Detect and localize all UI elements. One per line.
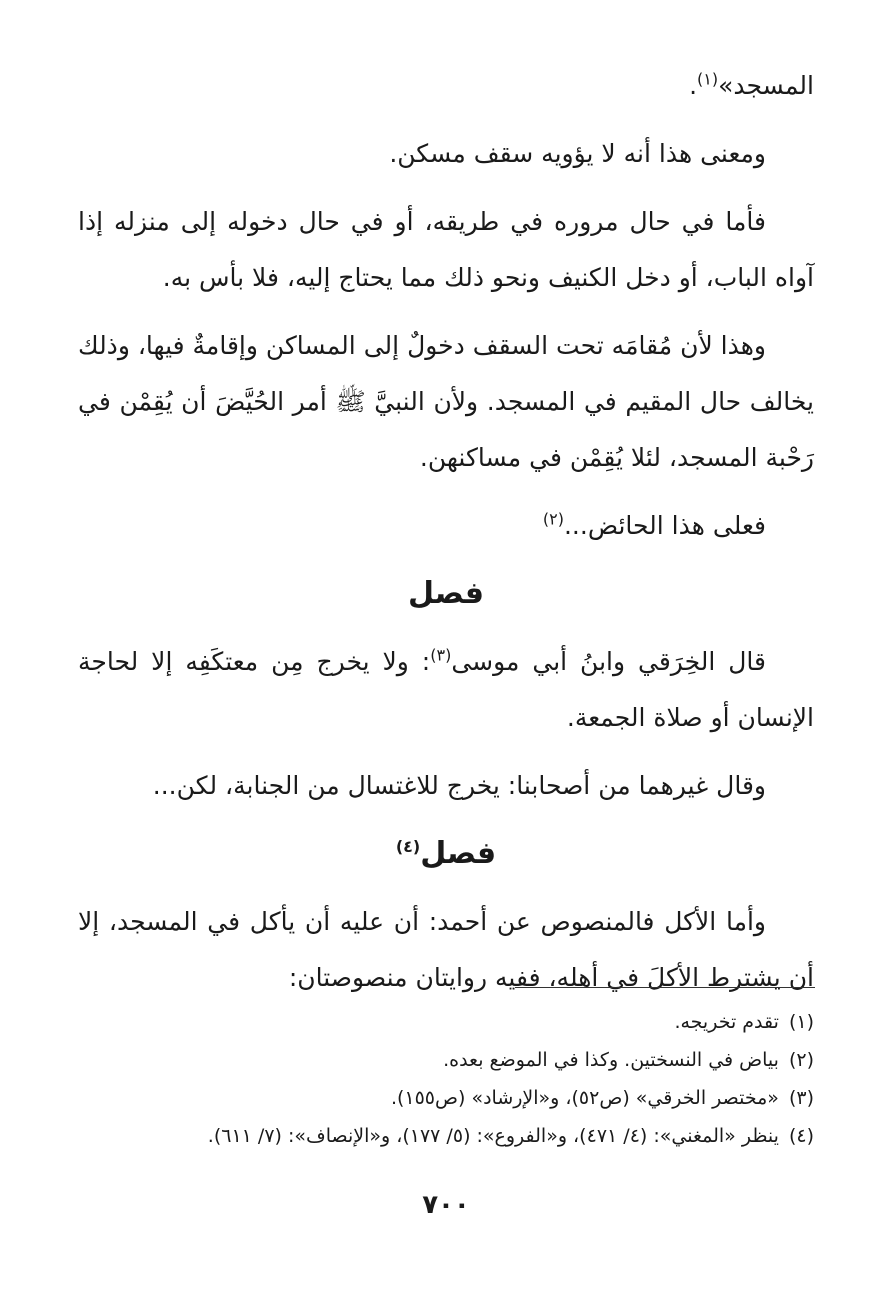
footnote-4 xyxy=(78,1117,814,1155)
paragraph-2: ومعنى هذا أنه لا يؤويه سقف مسكن. xyxy=(389,139,766,168)
paragraph-6-a: قال الخِرَقي وابنُ أبي موسى xyxy=(451,647,766,676)
paragraph-1 xyxy=(78,58,814,114)
footnote-ref-2: (٢) xyxy=(542,509,564,529)
paragraph-3: فأما في حال مروره في طريقه، أو في حال دخوله إلى منزله إذا آواه الباب، أو دخل الكنيف ونحو ذلك مما يحتاج إليه، فلا بأس به. xyxy=(78,207,814,292)
footnote-text: ينظر «المغني»: (٤/ ٤٧١)، و«الفروع»: (٥/ ١٧٧)، و«الإنصاف»: (٧/ ٦١١). xyxy=(207,1125,779,1147)
footnote-text: تقدم تخريجه. xyxy=(674,1011,779,1033)
paragraph-6-b: : ولا يخرج مِن معتكَفِه إلا لحاجة الإنسان أو صلاة الجمعة. xyxy=(78,647,814,732)
section-heading-2-text: فصل xyxy=(420,836,497,871)
footnote-number: (١) xyxy=(788,1011,814,1033)
paragraph-5-text: فعلى هذا الحائض... xyxy=(563,511,766,540)
footnote-ref-1: (١) xyxy=(697,69,719,89)
paragraph-1-end: . xyxy=(689,71,698,100)
footnote-1 xyxy=(78,1003,814,1041)
footnote-separator xyxy=(515,987,815,988)
main-text xyxy=(78,58,814,1018)
footnote-2 xyxy=(78,1041,814,1079)
paragraph-8: وأما الأكل فالمنصوص عن أحمد: أن عليه أن يأكل في المسجد، إلا أن يشترط الأكلَ في أهله، ففيه روايتان منصوصتان: xyxy=(78,907,814,992)
section-heading-2 xyxy=(78,826,814,882)
page-number: ٧٠٠ xyxy=(422,1190,470,1220)
paragraph-1-text: المسجد» xyxy=(718,71,814,100)
footnote-ref-3: (٣) xyxy=(430,645,452,665)
footnote-text: بياض في النسختين. وكذا في الموضع بعده. xyxy=(443,1049,779,1071)
footnotes xyxy=(78,1003,814,1155)
footnote-number: (٢) xyxy=(788,1049,814,1071)
paragraph-5 xyxy=(78,498,814,554)
paragraph-7: وقال غيرهما من أصحابنا: يخرج للاغتسال من الجنابة، لكن... xyxy=(152,771,766,800)
footnote-number: (٤) xyxy=(788,1125,814,1147)
paragraph-4: وهذا لأن مُقامَه تحت السقف دخولٌ إلى المساكن وإقامةٌ فيها، وذلك يخالف حال المقيم في المسجد. ولأن النبيَّ ﷺ أمر الحُيَّضَ أن يُقِمْن في رَحْبة المسجد، لئلا يُقِمْن في مساكنهن. xyxy=(78,331,814,472)
footnote-ref-4: (٤) xyxy=(395,837,421,856)
footnote-3 xyxy=(78,1079,814,1117)
footnote-number: (٣) xyxy=(788,1087,814,1109)
paragraph-6 xyxy=(78,634,814,746)
footnote-text: «مختصر الخرقي» (ص٥٢)، و«الإرشاد» (ص١٥٥). xyxy=(390,1087,779,1109)
section-heading-1: فصل xyxy=(408,576,484,611)
